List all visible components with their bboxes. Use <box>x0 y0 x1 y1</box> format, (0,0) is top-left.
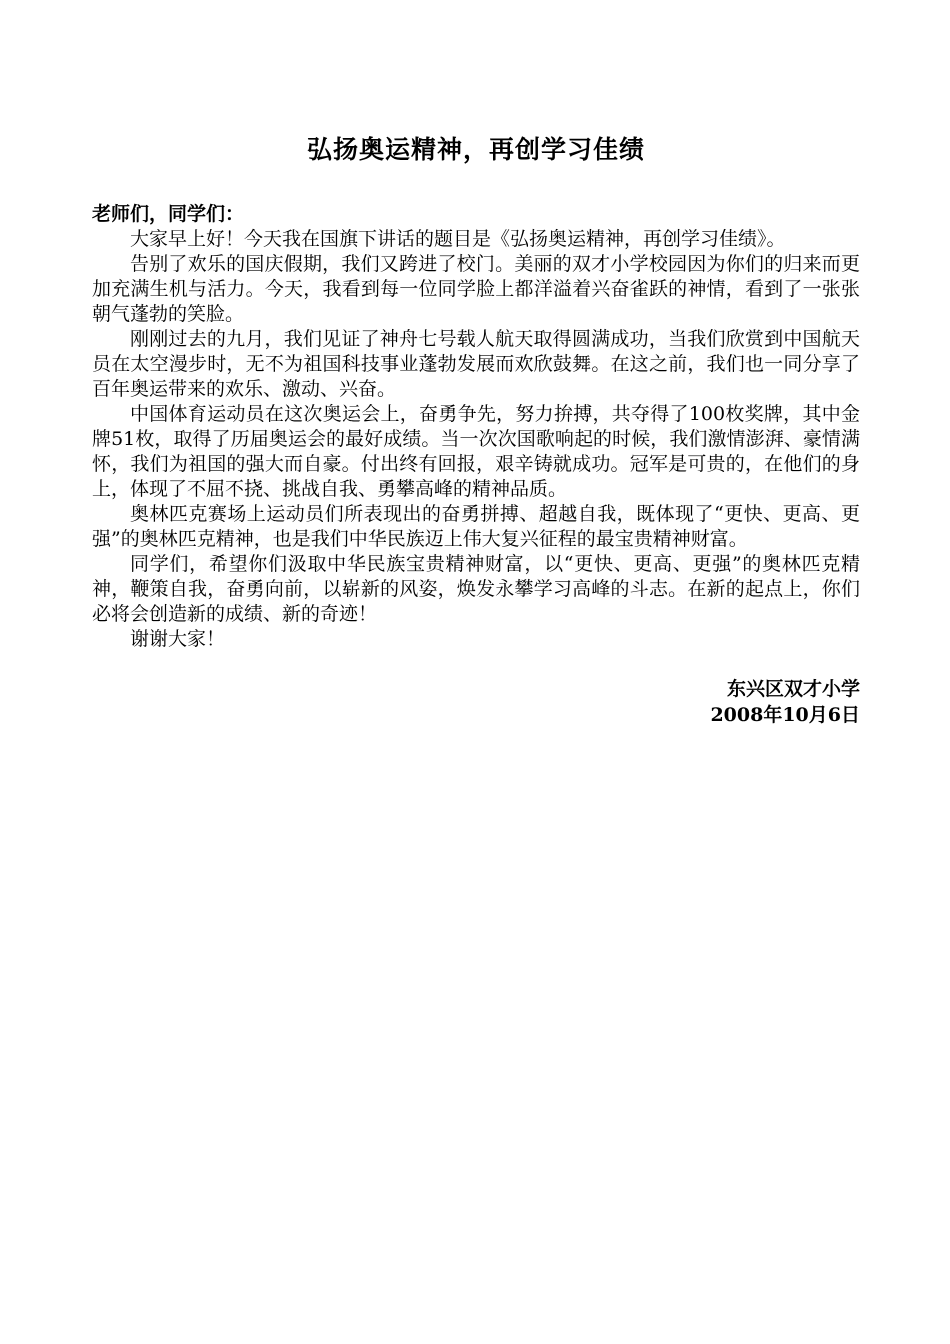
paragraph-4: 中国体育运动员在这次奥运会上，奋勇争先，努力拚搏，共夺得了100枚奖牌，其中金牌51枚，取得了历届奥运会的最好成绩。当一次次国歌响起的时候，我们激情澎湃、豪情满怀，我们为祖国的强大而自豪。付出终有回报，艰辛铸就成功。冠军是可贵的，在他们的身上，体现了不屈不挠、挑战自我、勇攀高峰的精神品质。 <box>92 403 860 500</box>
signature-block <box>92 676 860 728</box>
paragraph-6: 同学们，希望你们汲取中华民族宝贵精神财富，以“更快、更高、更强”的奥林匹克精神，鞭策自我，奋勇向前，以崭新的风姿，焕发永攀学习高峰的斗志。在新的起点上，你们必将会创造新的成绩、新的奇迹！ <box>92 553 860 625</box>
paragraph-5: 奥林匹克赛场上运动员们所表现出的奋勇拼搏、超越自我，既体现了“更快、更高、更强”的奥林匹克精神，也是我们中华民族迈上伟大复兴征程的最宝贵精神财富。 <box>92 503 860 550</box>
signature-organization: 东兴区双才小学 <box>726 678 860 700</box>
signature-date: 2008年10月6日 <box>710 704 860 726</box>
paragraph-3: 刚刚过去的九月，我们见证了神舟七号载人航天取得圆满成功，当我们欣赏到中国航天员在太空漫步时，无不为祖国科技事业蓬勃发展而欢欣鼓舞。在这之前，我们也一同分享了百年奥运带来的欢乐、激动、兴奋。 <box>92 328 860 400</box>
paragraph-2: 告别了欢乐的国庆假期，我们又跨进了校门。美丽的双才小学校园因为你们的归来而更加充满生机与活力。今天，我看到每一位同学脸上都洋溢着兴奋雀跃的神情，看到了一张张朝气蓬勃的笑脸。 <box>92 253 860 325</box>
document-page <box>92 132 860 728</box>
salutation: 老师们，同学们： <box>92 203 245 225</box>
paragraph-1: 大家早上好！今天我在国旗下讲话的题目是《弘扬奥运精神，再创学习佳绩》。 <box>130 228 786 250</box>
paragraph-7: 谢谢大家！ <box>130 628 226 650</box>
body-text <box>92 227 860 652</box>
document-title: 弘扬奥运精神，再创学习佳绩 <box>306 135 645 164</box>
